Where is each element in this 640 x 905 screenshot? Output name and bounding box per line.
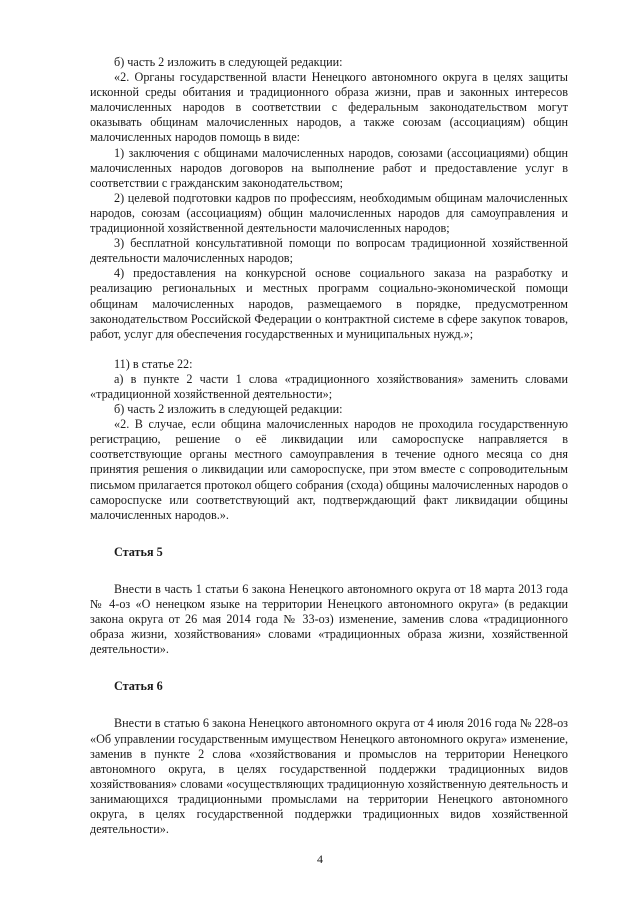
paragraph: 1) заключения с общинами малочисленных народов, союзами (ассоциациями) общин малочисленных народов договоров на выполнение работ и предоставление услуг в соответствии с гражданским законодательством; xyxy=(90,145,568,190)
paragraph: б) часть 2 изложить в следующей редакции: xyxy=(114,55,343,69)
paragraph: 11) в статье 22: xyxy=(114,356,193,371)
spacer xyxy=(90,342,568,357)
paragraph: а) в пункте 2 части 1 слова «традиционного хозяйствования» заменить словами «традиционной хозяйственной деятельности»; xyxy=(90,371,568,401)
paragraph: Внести в статью 6 закона Ненецкого автономного округа от 4 июля 2016 года № 228-оз «Об управлении государственным имуществом Ненецкого автономного округа» изменение, заменив в пункте 2 слова «хозяйствования и промыслов на территории Ненецкого автономного округа, в целях государственной поддержки традиционных видов хозяйствования» словами «осуществляющих традиционную хозяйственную деятельность и занимающихся традиционными промыслами на территории Ненецкого автономного округа, в целях государственной поддержки традиционных видов хозяйственной деятельности». xyxy=(90,716,568,837)
article-heading: Статья 5 xyxy=(114,544,163,559)
spacer xyxy=(90,694,568,716)
paragraph: 4) предоставления на конкурсной основе социального заказа на разработку и реализацию региональных и местных программ социально-экономической помощи общинам малочисленных народов, размещаемого в порядке, предусмотренном законодательством Российской Федерации о контрактной системе в сфере закупок товаров, работ, услуг для обеспечения государственных и муниципальных нужд.»; xyxy=(90,266,568,341)
paragraph: «2. В случае, если община малочисленных народов не проходила государственную регистрацию, решение о её ликвидации или самороспуске направляется в соответствующие органы местного самоуправления в течение одного месяца со дня принятия решения о ликвидации или самороспуске, при этом вместе с сопроводительным письмом прилагается протокол общего собрания (схода) общины малочисленных народов о самороспуске или соответствующий акт, подтверждающий факт ликвидации общины малочисленных народов.». xyxy=(90,417,568,522)
paragraph: 3) бесплатной консультативной помощи по вопросам традиционной хозяйственной деятельности малочисленных народов; xyxy=(90,236,568,266)
spacer xyxy=(90,560,568,582)
document-body xyxy=(90,55,568,837)
article-heading: Статья 6 xyxy=(114,679,163,694)
paragraph: б) часть 2 изложить в следующей редакции: xyxy=(114,402,343,417)
page-number: 4 xyxy=(317,852,323,866)
paragraph: «2. Органы государственной власти Ненецкого автономного округа в целях защиты исконной среды обитания и традиционного образа жизни, прав и законных интересов малочисленных народов в соответствии с федеральным законодательством могут оказывать общинам малочисленных народов, а также союзам (ассоциациям) общин малочисленных народов помощь в виде: xyxy=(90,70,568,145)
spacer xyxy=(90,657,568,679)
spacer xyxy=(90,523,568,545)
paragraph: Внести в часть 1 статьи 6 закона Ненецкого автономного округа от 18 марта 2013 года № 4-оз «О ненецком языке на территории Ненецкого автономного округа» (в редакции закона округа от 26 мая 2014 года № 33-оз) изменение, заменив слова «традиционного образа жизни, хозяйствования» словами «традиционных образа жизни, хозяйственной деятельности». xyxy=(90,581,568,657)
paragraph: 2) целевой подготовки кадров по профессиям, необходимым общинам малочисленных народов, союзам (ассоциациям) общин малочисленных народов для самоуправления и традиционной хозяйственной деятельности малочисленных народов; xyxy=(90,190,568,236)
